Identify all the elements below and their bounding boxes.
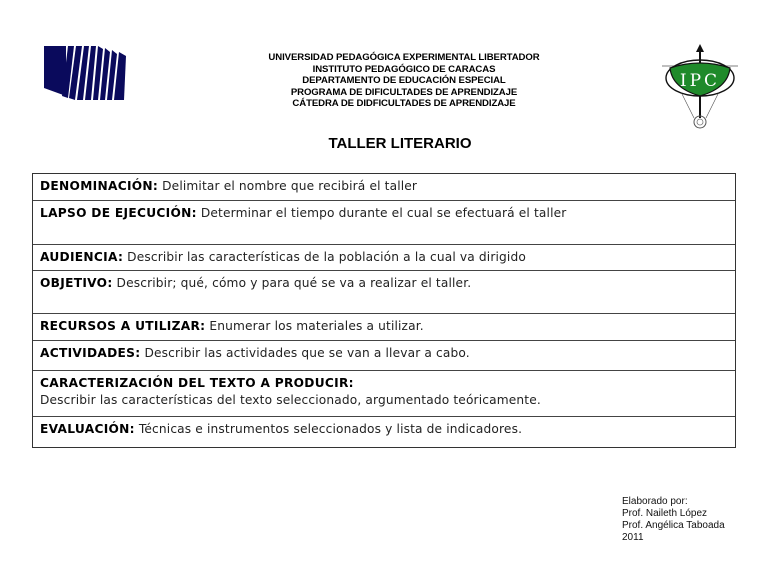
workshop-table (32, 173, 736, 448)
svg-text:IPC: IPC (679, 71, 721, 91)
row-description: Describir; qué, cómo y para qué se va a realizar el taller. (112, 276, 472, 290)
table-row-caracterizacion (33, 370, 735, 416)
table-row-lapso (33, 200, 735, 244)
authors-footer (622, 496, 725, 544)
row-description: Describir las actividades que se van a llevar a cabo. (140, 346, 470, 360)
footer-author-2: Prof. Angélica Taboada (622, 520, 725, 531)
table-row-objetivo (33, 270, 735, 313)
row-label: CARACTERIZACIÓN DEL TEXTO A PRODUCIR: (40, 376, 354, 390)
table-row-audiencia (33, 244, 735, 270)
row-label: DENOMINACIÓN: (40, 179, 159, 193)
table-row-recursos (33, 313, 735, 340)
row-label: ACTIVIDADES: (40, 346, 141, 360)
row-description: Determinar el tiempo durante el cual se efectuará el taller (196, 206, 567, 220)
header-line-university: UNIVERSIDAD PEDAGÓGICA EXPERIMENTAL LIBERTADOR (268, 52, 540, 63)
footer-year: 2011 (622, 532, 644, 543)
row-description: Describir las características del texto seleccionado, argumentado teóricamente. (40, 393, 541, 407)
header-line-chair: CÁTEDRA DE DIDFICULTADES DE APRENDIZAJE (292, 98, 516, 110)
footer-author-1: Prof. Naileth López (622, 508, 708, 519)
row-label: EVALUACIÓN: (40, 422, 135, 436)
table-row-actividades (33, 340, 735, 370)
institution-header (220, 52, 588, 110)
table-row-denominacion (33, 174, 735, 200)
row-label: RECURSOS A UTILIZAR: (40, 319, 206, 333)
row-description: Enumerar los materiales a utilizar. (205, 319, 424, 333)
table-row-evaluacion (33, 416, 735, 447)
page-title: TALLER LITERARIO (328, 135, 472, 152)
header-line-program: PROGRAMA DE DIFICULTADES DE APRENDIZAJE (290, 86, 518, 98)
ipc-logo-icon (662, 44, 738, 134)
row-label: OBJETIVO: (40, 276, 113, 290)
row-description: Delimitar el nombre que recibirá el taller (158, 179, 418, 193)
header-line-department: DEPARTAMENTO DE EDUCACIÓN ESPECIAL (302, 75, 506, 87)
row-label: LAPSO DE EJECUCIÓN: (40, 206, 197, 220)
row-description: Técnicas e instrumentos seleccionados y lista de indicadores. (134, 422, 523, 436)
footer-prepared-by: Elaborado por: (622, 496, 688, 507)
row-label: AUDIENCIA: (40, 250, 124, 264)
upel-logo-icon (44, 44, 128, 102)
row-description: Describir las características de la población a la cual va dirigido (123, 250, 526, 264)
header-line-institute: INSTITUTO PEDAGÓGICO DE CARACAS (312, 63, 496, 75)
